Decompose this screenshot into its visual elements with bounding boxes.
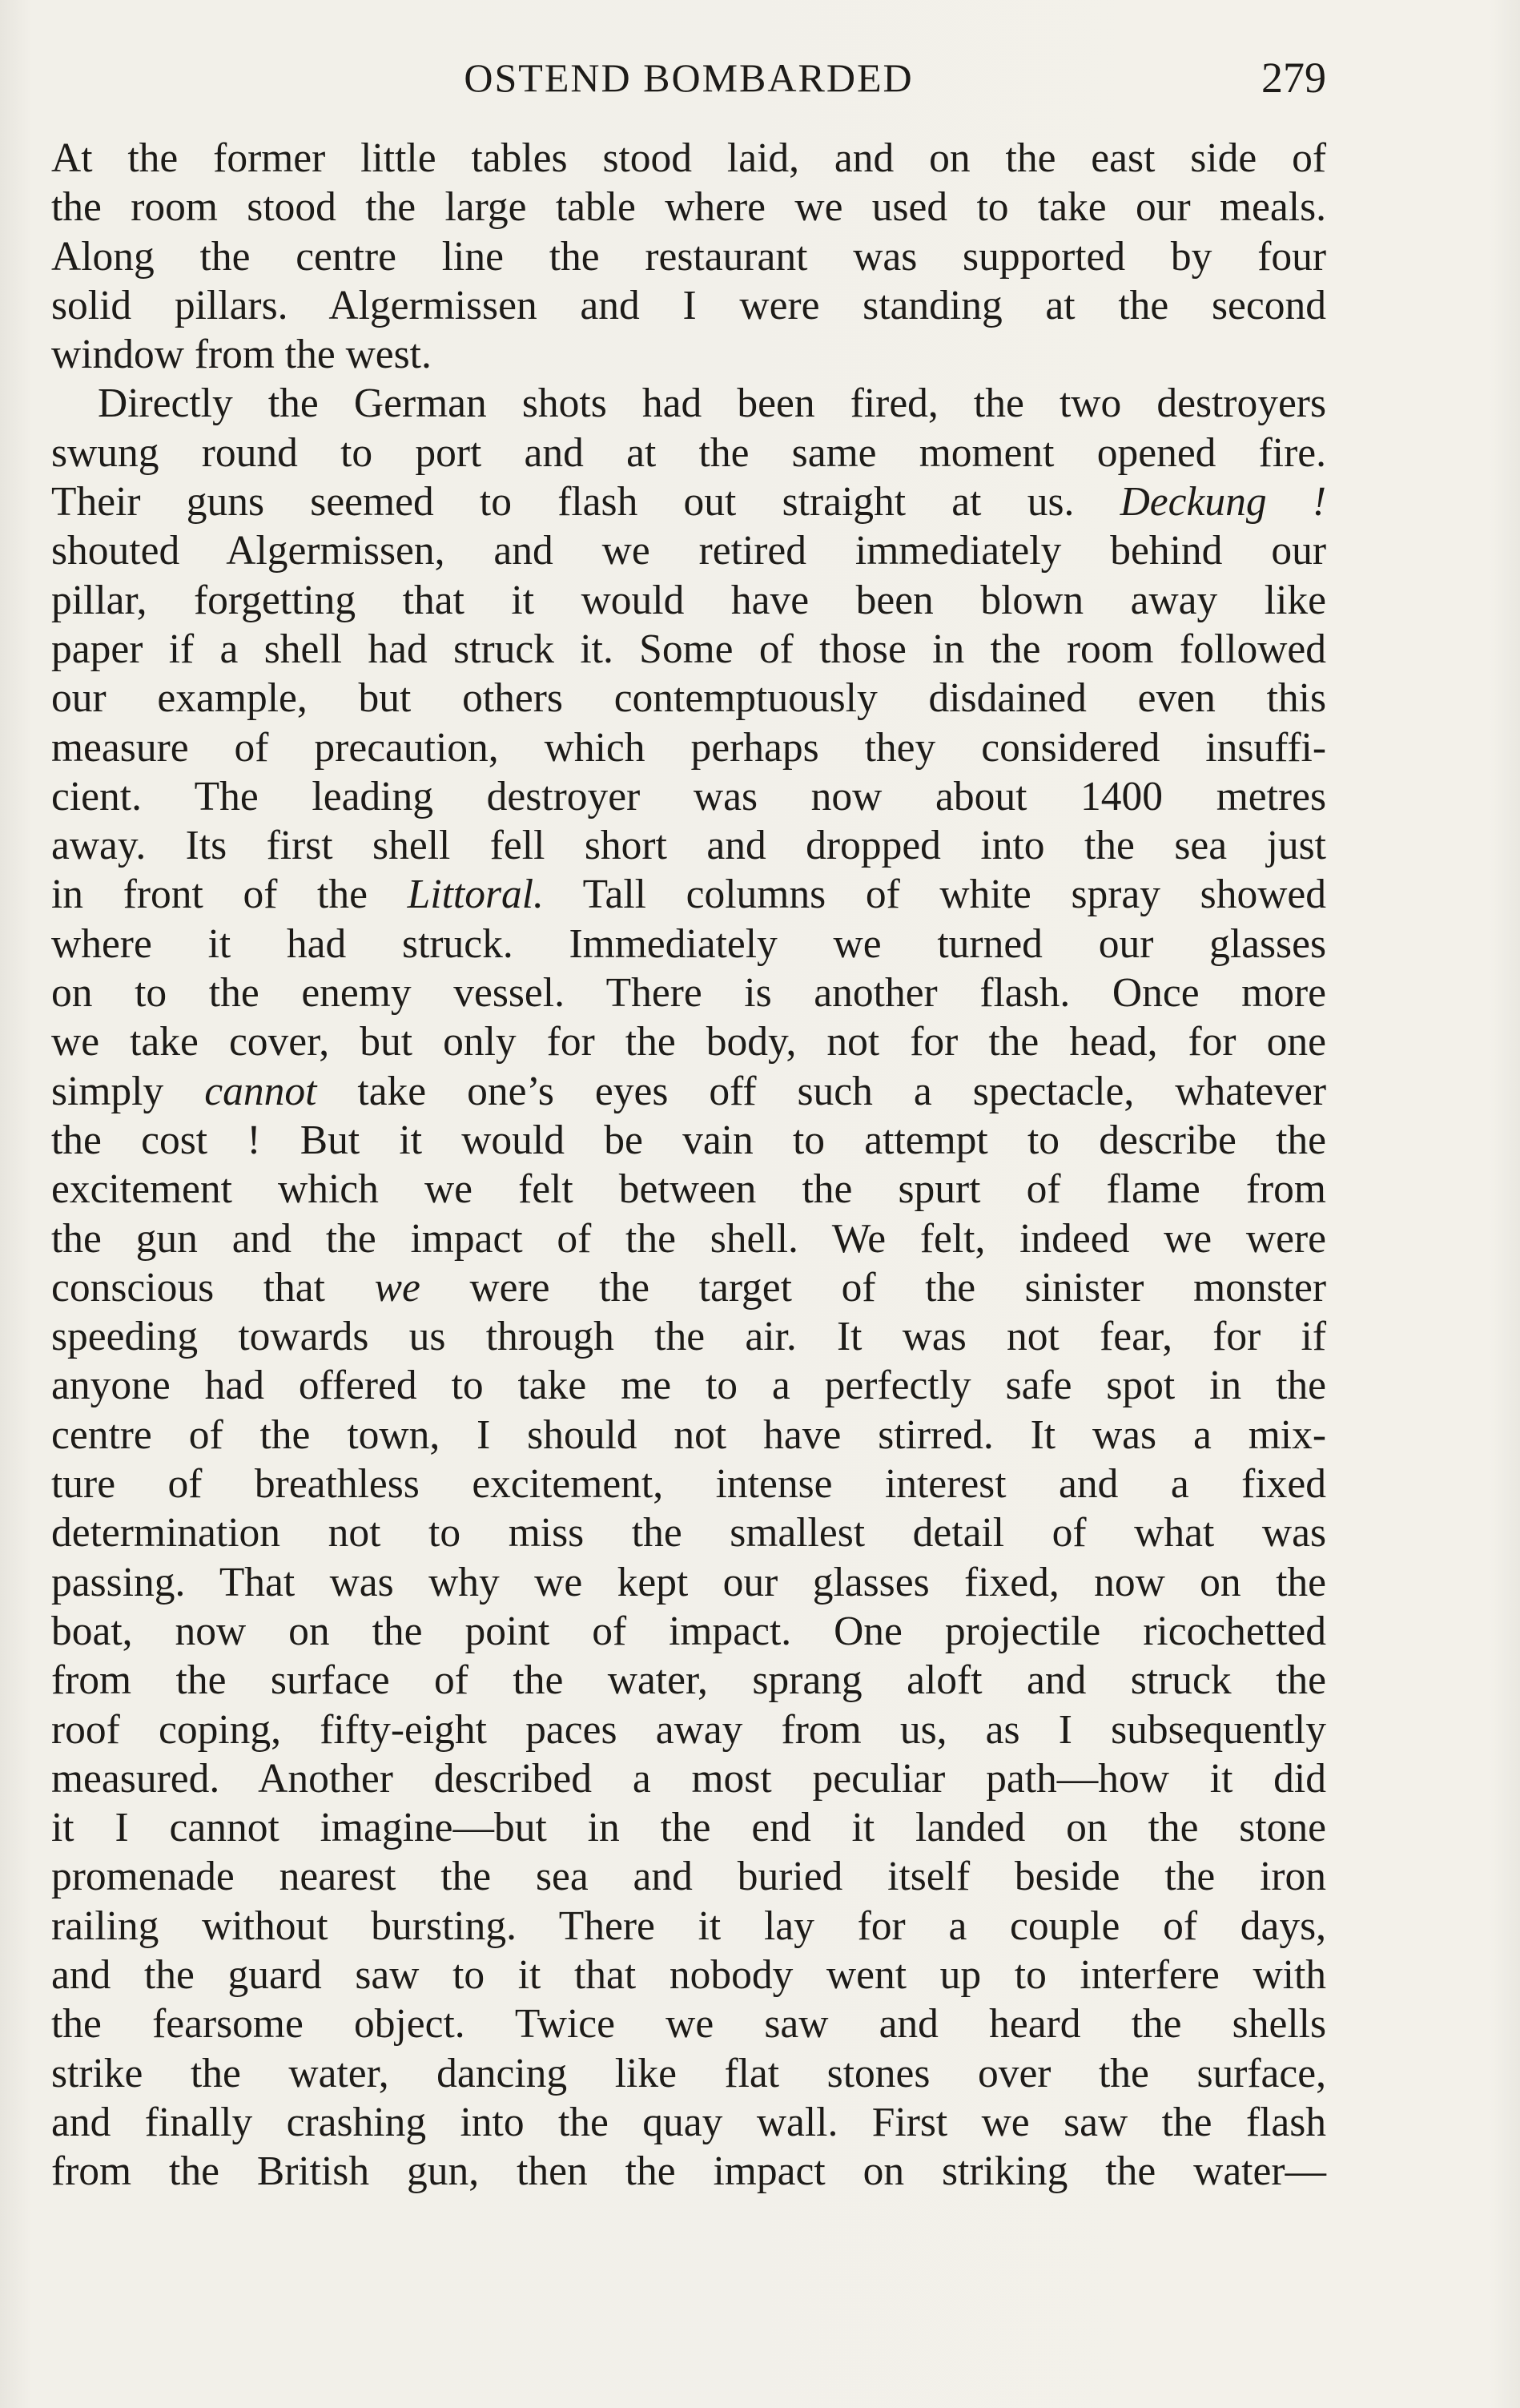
italic-text: we — [374, 1264, 420, 1311]
text-segment: the cost ! But it would be vain to attempt to describe the — [51, 1117, 1326, 1163]
text-segment: window from the west. — [51, 332, 432, 378]
text-segment: shouted Algermissen, and we retired immediately behind our — [51, 528, 1326, 574]
page-number: 279 — [1261, 54, 1326, 102]
text-line — [51, 1312, 1326, 1361]
text-line — [51, 1263, 1326, 1312]
text-line — [51, 1656, 1326, 1705]
text-line — [51, 2147, 1326, 2196]
text-line — [51, 526, 1326, 575]
text-line — [51, 968, 1326, 1017]
text-line — [51, 232, 1326, 281]
text-line — [51, 2049, 1326, 2098]
text-line — [51, 1067, 1326, 1116]
text-segment: on to the enemy vessel. There is another flash. Once more — [51, 970, 1326, 1017]
text-segment: pillar, forgetting that it would have been blown away like — [51, 577, 1326, 623]
text-segment: roof coping, fifty-eight paces away from us, as I subsequently — [51, 1706, 1326, 1753]
text-segment: our example, but others contemptuously disdained even this — [51, 675, 1326, 722]
text-line — [51, 477, 1326, 526]
text-segment: in front of the — [51, 872, 408, 918]
text-segment: determination not to miss the smallest detail of what was — [51, 1510, 1326, 1556]
text-line — [51, 134, 1326, 183]
text-segment: anyone had offered to take me to a perfectly safe spot in the — [51, 1363, 1326, 1409]
text-segment: the fearsome object. Twice we saw and heard the shells — [51, 2001, 1326, 2048]
text-segment: promenade nearest the sea and buried itself beside the iron — [51, 1854, 1326, 1900]
text-segment: speeding towards us through the air. It was not fear, for if — [51, 1314, 1326, 1360]
text-line — [51, 379, 1326, 428]
text-line — [51, 2098, 1326, 2147]
text-line — [51, 1999, 1326, 2048]
text-segment: conscious that — [51, 1264, 375, 1311]
text-line — [51, 772, 1326, 821]
text-segment: swung round to port and at the same moment opened fire. — [51, 429, 1326, 476]
text-line — [51, 429, 1326, 477]
text-segment: cient. The leading destroyer was now about 1400 metres — [51, 773, 1326, 819]
text-line — [51, 1951, 1326, 1999]
text-line — [51, 1411, 1326, 1460]
text-segment: it I cannot imagine—but in the end it landed on the stone — [51, 1805, 1326, 1851]
text-line — [51, 1705, 1326, 1754]
text-segment: centre of the town, I should not have stirred. It was a mix- — [51, 1411, 1326, 1458]
text-line — [51, 723, 1326, 772]
text-line — [51, 1902, 1326, 1951]
text-segment: and finally crashing into the quay wall. First we saw the flash — [51, 2099, 1326, 2145]
italic-text: cannot — [204, 1068, 317, 1114]
text-segment: ture of breathless excitement, intense interest and a fixed — [51, 1461, 1326, 1508]
text-line — [51, 870, 1326, 919]
text-segment: where it had struck. Immediately we turned our glasses — [51, 920, 1326, 967]
text-line — [51, 1460, 1326, 1508]
text-segment: we take cover, but only for the body, not for the head, for one — [51, 1019, 1326, 1065]
body-text — [51, 134, 1326, 2196]
text-segment: At the former little tables stood laid, and on the east side of — [51, 135, 1326, 181]
text-segment: were the target of the sinister monster — [420, 1264, 1326, 1311]
text-line — [51, 625, 1326, 674]
text-segment: passing. That was why we kept our glasses fixed, now on the — [51, 1559, 1326, 1605]
text-segment: from the British gun, then the impact on striking the water— — [51, 2148, 1326, 2195]
text-segment: from the surface of the water, sprang aloft and struck the — [51, 1657, 1326, 1704]
text-line — [51, 920, 1326, 968]
text-line — [51, 1017, 1326, 1066]
italic-text: Littoral. — [407, 872, 544, 918]
running-head — [51, 50, 1326, 106]
text-segment: strike the water, dancing like flat stones over the surface, — [51, 2050, 1326, 2096]
text-line — [51, 821, 1326, 870]
text-line — [51, 1214, 1326, 1263]
text-segment: railing without bursting. There it lay for a couple of days, — [51, 1903, 1326, 1949]
text-line — [51, 1165, 1326, 1214]
text-line — [51, 576, 1326, 625]
text-segment: boat, now on the point of impact. One projectile ricochetted — [51, 1608, 1326, 1654]
text-segment: simply — [51, 1068, 205, 1114]
text-line — [51, 1803, 1326, 1852]
text-segment: measure of precaution, which perhaps they considered insuffi- — [51, 724, 1326, 771]
text-segment: away. Its first shell fell short and dropped into the sea just — [51, 823, 1326, 869]
text-line — [51, 674, 1326, 723]
text-segment: excitement which we felt between the spurt of flame from — [51, 1166, 1326, 1213]
text-line — [51, 183, 1326, 232]
text-line — [51, 1852, 1326, 1901]
text-line — [51, 1607, 1326, 1656]
text-segment: the room stood the large table where we used to take our meals. — [51, 184, 1326, 231]
text-line — [51, 1116, 1326, 1165]
text-segment: and the guard saw to it that nobody went up to interfere with — [51, 1951, 1326, 1998]
text-segment: Along the centre line the restaurant was supported by four — [51, 233, 1326, 280]
text-segment: the gun and the impact of the shell. We felt, indeed we were — [51, 1215, 1326, 1262]
chapter-title: OSTEND BOMBARDED — [464, 55, 914, 100]
text-segment: paper if a shell had struck it. Some of those in the room followed — [51, 626, 1326, 672]
text-segment: Their guns seemed to flash out straight at us. — [51, 479, 1120, 525]
text-line — [51, 1558, 1326, 1607]
text-segment: Directly the German shots had been fired, the two destroyers — [98, 381, 1326, 427]
italic-text: Deckung ! — [1120, 479, 1326, 525]
text-line — [51, 1361, 1326, 1410]
text-segment: measured. Another described a most peculiar path—how it did — [51, 1755, 1326, 1802]
text-line — [51, 1508, 1326, 1557]
text-line — [51, 330, 1326, 379]
text-line — [51, 1754, 1326, 1803]
text-segment: take one’s eyes off such a spectacle, whatever — [316, 1068, 1327, 1114]
text-line — [51, 281, 1326, 330]
text-segment: solid pillars. Algermissen and I were standing at the second — [51, 282, 1326, 328]
text-segment: Tall columns of white spray showed — [543, 872, 1326, 918]
